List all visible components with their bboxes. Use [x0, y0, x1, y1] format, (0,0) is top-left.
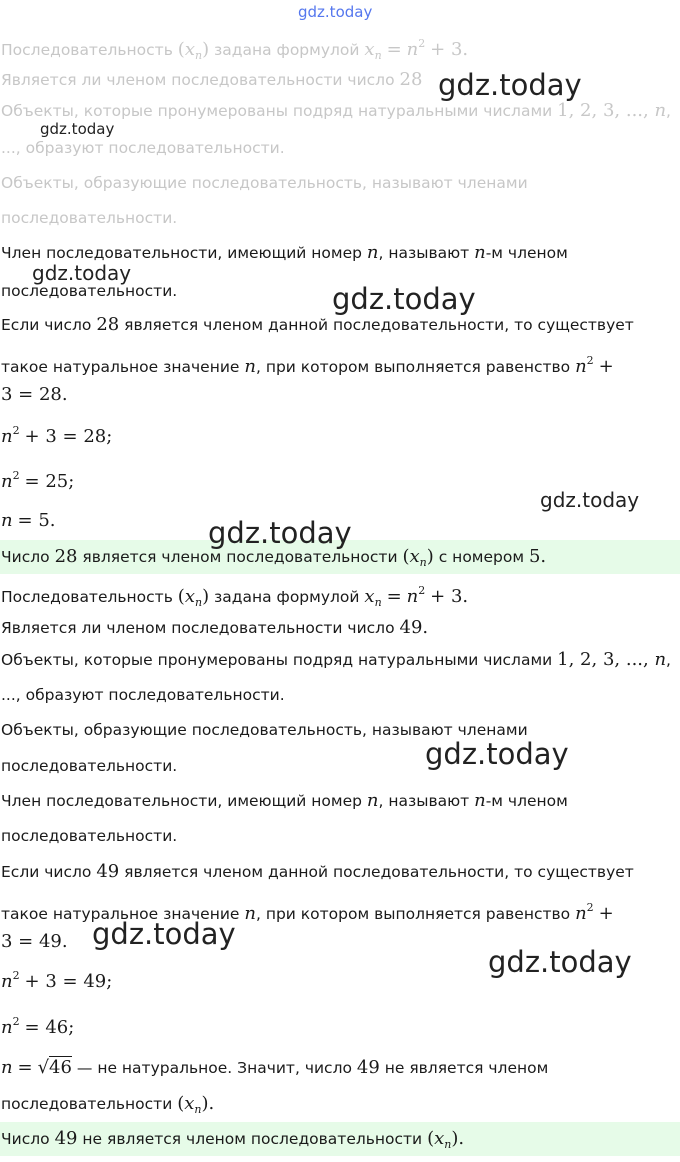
number: 49 — [96, 861, 120, 882]
text: Последовательность — [1, 41, 173, 59]
text: Является ли членом последовательности число — [1, 71, 395, 89]
watermark: gdz.today — [332, 282, 476, 316]
p2-line-if — [0, 861, 680, 883]
number: 49 — [54, 1128, 78, 1149]
p1-line-members-2 — [0, 207, 680, 229]
p1-line-nth: Член последовательности, имеющий номер n, называют n-м членом — [1, 242, 568, 263]
text: такое натуральное значение — [1, 905, 240, 923]
p2-line-sqrt: n = √46 — не натуральное. Значит, число 49 не является членом — [1, 1057, 549, 1078]
text: является членом данной последовательности, то существует — [124, 863, 634, 881]
p2-line-members — [0, 719, 680, 741]
var-n: n — [654, 649, 667, 670]
text: Объекты, образующие последовательность, называют членами — [1, 721, 528, 739]
p2-eq-3: $n^2 = 46$; — [1, 1015, 75, 1038]
p2-line-form — [0, 684, 680, 706]
numbers: 1, 2, 3, ..., — [557, 100, 655, 121]
p1-line-formula: Последовательность $(x_n)$ задана формулой $x_n = n^2 + 3$. — [1, 37, 469, 62]
p2-eq-1: 3 = 49. — [1, 931, 68, 952]
p1-eq-2: $n^2 + 3 = 28$; — [1, 424, 113, 447]
text: Объекты, образующие последовательность, называют членами — [1, 174, 528, 192]
watermark: gdz.today — [438, 68, 582, 102]
p2-line-seq: последовательности $(x_n)$. — [1, 1093, 215, 1116]
text: -м членом — [485, 792, 568, 810]
p2-line-formula: Последовательность $(x_n)$ задана формулой $x_n = n^2 + 3$. — [1, 584, 469, 609]
text: задана формулой — [214, 588, 360, 606]
p1-eq-4: n = 5. — [1, 510, 56, 531]
text: Число — [1, 1130, 50, 1148]
text: ..., образуют последовательности. — [1, 686, 285, 704]
sqrt-symbol: √ — [37, 1057, 50, 1078]
numbers: 1, 2, 3, ..., — [557, 649, 655, 670]
number: 49. — [399, 617, 429, 638]
watermark: gdz.today — [32, 261, 132, 285]
text: , при котором выполняется равенство — [255, 358, 571, 376]
p1-line-natural: такое натуральное значение n, при котором выполняется равенство $n^2$ + — [1, 354, 614, 377]
text: Член последовательности, имеющий номер — [1, 244, 362, 262]
text: последовательности. — [1, 757, 178, 775]
watermark: gdz.today — [40, 120, 115, 138]
p2-line-nth-2 — [0, 825, 680, 847]
text: , при котором выполняется равенство — [255, 905, 571, 923]
text: задана формулой — [214, 41, 360, 59]
watermark: gdz.today — [425, 737, 569, 771]
text: Если число — [1, 316, 92, 334]
watermark: gdz.today — [488, 945, 632, 979]
number: 28 — [54, 546, 78, 567]
equation: = 5. — [17, 510, 56, 531]
text: не является членом последовательности — [82, 1130, 423, 1148]
equation: + 3 = 49; — [24, 971, 113, 992]
p1-eq-3: $n^2 = 25$; — [1, 469, 75, 492]
watermark: gdz.today — [540, 488, 640, 512]
p1-result: Число 28 является членом последовательности $(x_n)$ с номером 5. — [0, 540, 680, 574]
p2-line-objects: Объекты, которые пронумерованы подряд натуральными числами 1, 2, 3, ..., n, — [1, 649, 671, 670]
number: 5. — [528, 546, 547, 567]
p2-line-question — [0, 617, 680, 639]
p1-line-objects: Объекты, которые пронумерованы подряд натуральными числами 1, 2, 3, ..., n, — [1, 100, 671, 121]
p2-line-nth: Член последовательности, имеющий номер n, называют n-м членом — [1, 790, 568, 811]
text: не является членом — [384, 1059, 549, 1077]
var-n: n — [654, 100, 667, 121]
text: Является ли членом последовательности число — [1, 619, 395, 637]
p2-eq-2: $n^2 + 3 = 49$; — [1, 969, 113, 992]
text: последовательности. — [1, 209, 178, 227]
text: Объекты, которые пронумерованы подряд натуральными числами — [1, 651, 553, 669]
text: Последовательность — [1, 588, 173, 606]
p1-line-if — [0, 314, 680, 336]
text: такое натуральное значение — [1, 358, 240, 376]
radicand: 46 — [49, 1057, 72, 1078]
text: с номером — [438, 548, 525, 566]
text: ..., образуют последовательности. — [1, 139, 285, 157]
equation: = 25; — [24, 471, 75, 492]
text: Число — [1, 548, 50, 566]
text: последовательности — [1, 1095, 173, 1113]
text: последовательности. — [1, 827, 178, 845]
text: является членом последовательности — [82, 548, 398, 566]
p1-line-form — [0, 137, 680, 159]
watermark: gdz.today — [208, 516, 352, 550]
p2-line-members-2 — [0, 755, 680, 777]
text: , называют — [378, 244, 470, 262]
p2-line-natural: такое натуральное значение n, при котором выполняется равенство $n^2$ + — [1, 901, 614, 924]
text: является членом данной последовательности, то существует — [124, 316, 634, 334]
text: Если число — [1, 863, 92, 881]
text: — не натуральное. Значит, число — [76, 1059, 352, 1077]
number: 28 — [399, 69, 423, 90]
number: 49 — [356, 1057, 380, 1078]
p1-eq-1: 3 = 28. — [1, 384, 68, 405]
p1-line-members — [0, 172, 680, 194]
text: Объекты, которые пронумерованы подряд натуральными числами — [1, 102, 553, 120]
equation: + 3 = 28; — [24, 426, 113, 447]
text: , называют — [378, 792, 470, 810]
text: последовательности. — [1, 282, 178, 300]
p2-result: Число 49 не является членом последовательности $(x_n)$. — [0, 1122, 680, 1156]
watermark: gdz.today — [92, 917, 236, 951]
number: 28 — [96, 314, 120, 335]
watermark-top: gdz.today — [298, 3, 373, 21]
text: -м членом — [485, 244, 568, 262]
equation: = 46; — [24, 1017, 75, 1038]
text: Член последовательности, имеющий номер — [1, 792, 362, 810]
